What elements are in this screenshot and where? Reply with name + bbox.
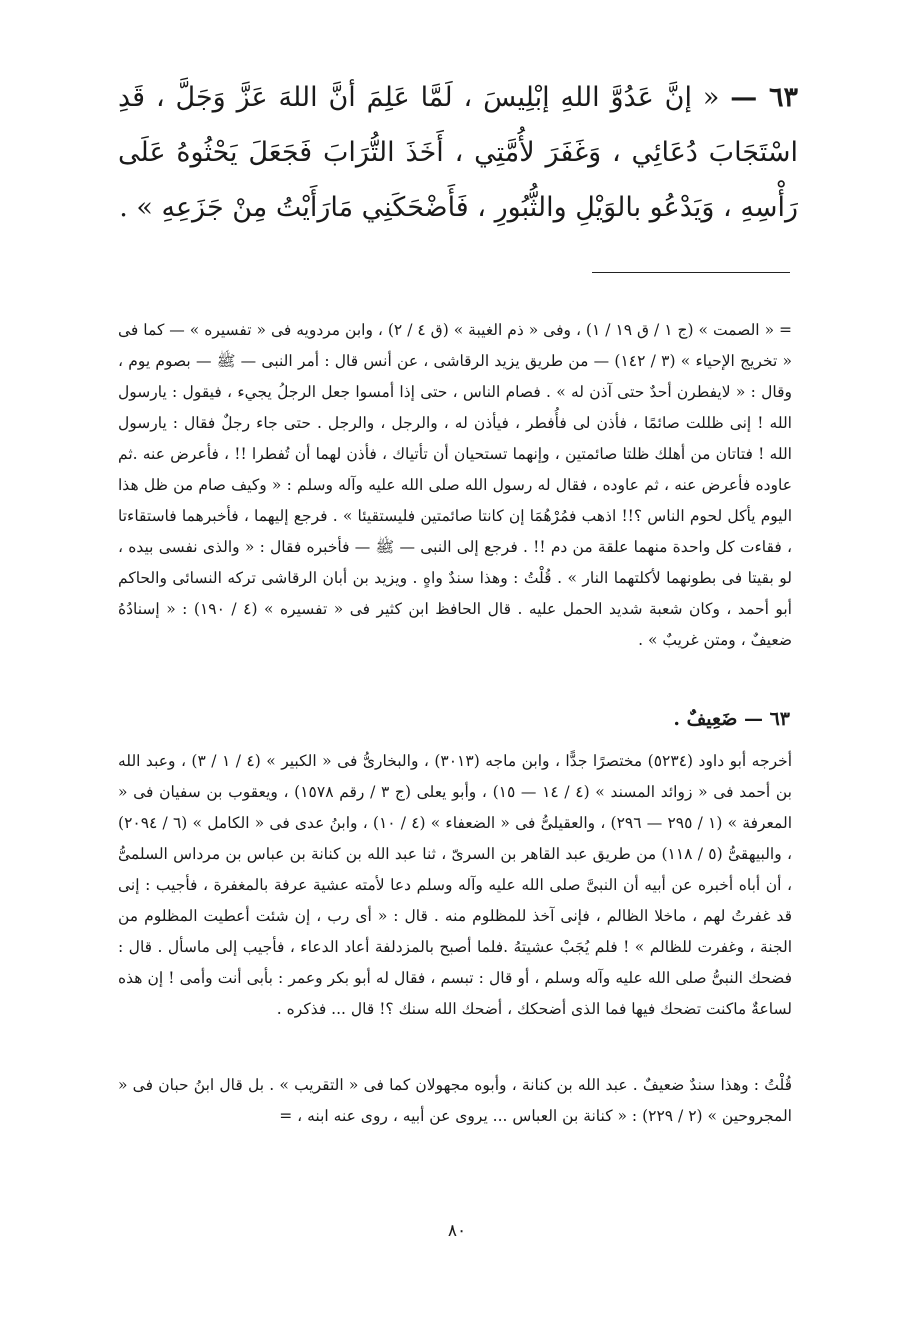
critique-paragraph: قُلْتُ : وهذا سندٌ ضعيفٌ . عبد الله بن كنانة ، وأبوه مجهولان كما فى « التقريب » . بل قال ابنُ حبان فى « المجروحين » (٢ / ٢٢٩) : « كنانة بن العباس ... يروى عن أبيه ، روى عنه ابنه ، = bbox=[118, 1076, 792, 1125]
takhrij-paragraph: أخرجه أبو داود (٥٢٣٤) مختصرًا جدًّا ، وابن ماجه (٣٠١٣) ، والبخارىُّ فى « الكبير » (٤ / ١ / ٣) ، وعبد الله بن أحمد فى « زوائد المسند » (٤ / ١٤ — ١٥) ، وأبو يعلى (ج ٣ / رقم ١٥٧٨) ، ويعقوب بن سفيان فى « المعرفة » (١ / ٢٩٥ — ٢٩٦) ، والعقيلىُّ فى « الضعفاء » (٤ / ١٠) ، وابنُ عدى فى « الكامل » (٦ / ٢٠٩٤) ، والبيهقىُّ (٥ / ١١٨) من طريق عبد القاهر بن السرىّ ، ثنا عبد الله بن كنانة بن عباس بن مرداس السلمىُّ ، أن أباه أخبره عن أبيه أن النبىَّ صلى الله عليه وآله وسلم دعا لأمته عشية عرفة بالمغفرة ، فأجيب : إنى قد غفرتُ لهم ، ماخلا الظالم ، فإنى آخذ للمظلوم منه . قال : « أى رب ، إن شئت أعطيت المظلوم من الجنة ، وغفرت للظالم » ! فلم يُجَبْ عشيتهُ .فلما أصبح بالمزدلفة أعاد الدعاء ، فأجيب إلى ماسأل . قال : فضحك النبىُّ صلى الله عليه وآله وسلم ، أو قال : تبسم ، فقال له أبو بكر وعمر : بأبى أنت وأمى ! إن هذه لساعةٌ ماكنت تضحك فيها فما الذى أضحكك ، أضحك الله سنك ؟! قال ... فذكره . bbox=[118, 752, 793, 1018]
hadith-text-block bbox=[118, 70, 798, 235]
hadith-number: ٦٣ — bbox=[730, 82, 798, 113]
hadith-text: « إنَّ عَدُوَّ اللهِ إبْلِيسَ ، لَمَّا عَلِمَ أنَّ اللهَ عَزَّ وَجَلَّ ، قَدِ اسْتَجَابَ دُعَائِي ، وَغَفَرَ لأُمَّتِي ، أَخَذَ التُّرَابَ فَجَعَلَ يَحْثُوهُ عَلَى رَأْسِهِ ، وَيَدْعُو بالوَيْلِ والثُّبُورِ ، فَأَضْحَكَنِي مَارَأَيْتُ مِنْ جَزَعِهِ » . bbox=[118, 82, 798, 223]
footnote-continued: = « الصمت » (ج ١ / ق ١٩ / ١) ، وفى « ذم الغيبة » (ق ٤ / ٢) ، وابن مردويه فى « تفسيره » — كما فى « تخريج الإحياء » (٣ / ١٤٢) — من طريق يزيد الرقاشى ، عن أنس قال : أمر النبى — ﷺ — بصوم يوم ، وقال : « لايفطرن أحدٌ حتى آذن له » . فصام الناس ، حتى إذا أمسوا جعل الرجلُ يجيء ، فيقول : يارسول الله ! إنى ظللت صائمًا ، فأذن لى فأُفطر ، فيأذن له ، والرجل ، والرجل . حتى جاء رجلٌ فقال : يارسول الله ! فتاتان من أهلك ظلتا صائمتين ، وإنهما تستحيان أن تأتياك ، فأذن لهما أن تُفطرا !! ، فأعرض عنه .ثم عاوده فأعرض عنه ، ثم عاوده ، فقال له رسول الله صلى الله عليه وآله وسلم : « وكيف صام من ظل هذا اليوم يأكل لحوم الناس ؟!! اذهب فمُرْهُمَا إن كانتا صائمتين فليستقيئا » . فرجع إليهما ، فأخبرهما فاستقاءتا ، فقاءت كل واحدة منهما علقة من دم !! . فرجع إلى النبى — ﷺ — فأخبره فقال : « والذى نفسى بيده ، لو بقيتا فى بطونهما لأكلتهما النار » . قُلْتُ : وهذا سندٌ واهٍ . ويزيد بن أبان الرقاشى تركه النسائى والحاكم أبو أحمد ، وكان شعبة شديد الحمل عليه . قال الحافظ ابن كثير فى « تفسيره » (٤ / ١٩٠) : « إسنادُهُ ضعيفٌ ، ومتن غريبٌ » . bbox=[118, 321, 793, 649]
footnote-divider bbox=[592, 272, 790, 273]
grading-heading bbox=[673, 702, 790, 736]
grading-label: ضَعِيفٌ . bbox=[673, 708, 738, 730]
page-number: ٨٠ bbox=[447, 1221, 467, 1241]
grading-number: ٦٣ — bbox=[743, 708, 790, 730]
